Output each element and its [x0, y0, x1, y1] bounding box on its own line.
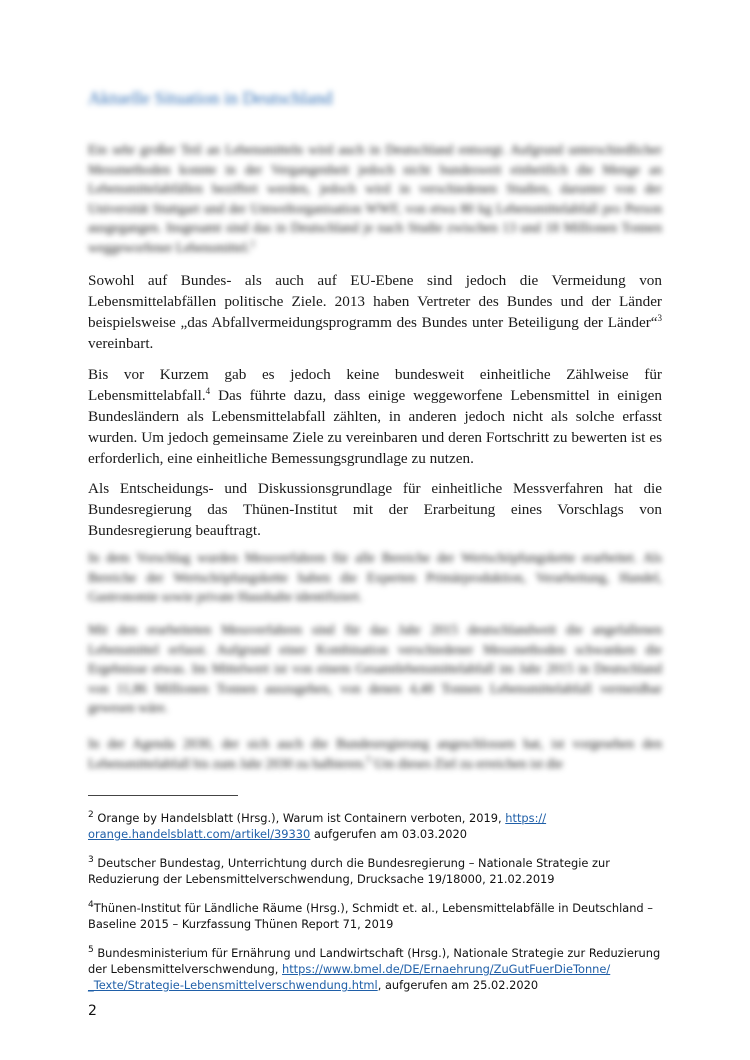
- footnote-ref-4: 4: [205, 385, 211, 396]
- paragraph-thuenen-assignment: Als Entscheidungs- und Diskussionsgrundlage für einheitliche Messverfahren hat die Bundesregierung das Thünen-Institut mit der Erarbeitung eines Vorschlags von Bundesregierung beauftragt.: [88, 480, 662, 539]
- page-number: 2: [88, 1003, 97, 1019]
- blurred-paragraph-intro: Ein sehr großer Teil an Lebensmitteln wird auch in Deutschland entsorgt. Aufgrund unterschiedlicher Messmethoden konnte in der Vergangenheit jedoch nicht bundesweit einheitlich die Menge an Lebensmittelabfällen beziffert werden, jedoch wird in verschiedenen Studien, darunter von der Universität Stuttgart und der Umweltorganisation WWF, von etwa 80 kg Lebensmittelabfall pro Person ausgegangen. Insgesamt sind das in Deutschland je nach Studie zwischen 13 und 18 Millionen Tonnen weggeworfener Lebensmittel.$^2$: [88, 142, 662, 255]
- paragraph-policy-goals: Sowohl auf Bundes- als auch auf EU-Ebene sind jedoch die Vermeidung von Lebensmittelabfällen politische Ziele. 2013 haben Vertreter des Bundes und der Länder beispielsweise „das Abfallvermeidungsprogramm des Bundes unter Beteiligung der Länder“$^3$ vereinbart.: [88, 272, 662, 352]
- blurred-paragraph-agenda: In der Agenda 2030, der sich auch die Bundesregierung angeschlossen hat, ist vorgesehen den Lebensmittelabfall bis zum Jahr 2030 zu halbieren.$^5$ Um dieses Ziel zu erreichen ist die: [88, 736, 662, 771]
- footnote-5-link[interactable]: https://www.bmel.de/DE/Ernaehrung/ZuGutFuerDieTonne/​_Texte/Strategie-Lebensmittelverschwendung.html: [88, 962, 611, 992]
- footnote-2-link[interactable]: https://​orange.handelsblatt.com/artikel/39330: [88, 811, 547, 841]
- blurred-paragraph-results: Mit den erarbeiteten Messverfahren sind für das Jahr 2015 deutschlandweit die angefallenen Lebensmittel erfasst. Aufgrund einer Kombination verschiedener Messmethoden schwanken die Ergebnisse etwas. Im Mittelwert ist von einem Gesamtlebensmittelabfall im Jahr 2015 in Deutschland von 11,86 Millionen Tonnen auszugehen, von denen 4,48 Tonnen Lebensmittelabfall vermeidbar gewesen wäre.: [88, 622, 662, 715]
- paragraph-counting-method: Bis vor Kurzem gab es jedoch keine bundesweit einheitliche Zählweise für Lebensmittelabfall.$^4$ Das führte dazu, dass einige weggeworfene Lebensmittel in einigen Bundesländern als Lebensmittelabfall zählten, in anderen jedoch nicht als solche erfasst wurden. Um jedoch gemeinsame Ziele zu vereinbaren und deren Fortschritt zu bewerten ist es erforderlich, eine einheitliche Bemessungsgrundlage zu nutzen.: [88, 366, 662, 467]
- footnote-4: $^4$Thünen-Institut für Ländliche Räume (Hrsg.), Schmidt et. al., Lebensmittelabfälle in Deutschland – Baseline 2015 – Kurzfassung Thünen Report 71, 2019: [88, 900, 653, 931]
- footnote-2: $^2$ Orange by Handelsblatt (Hrsg.), Warum ist Containern verboten, 2019, https://​orange.handelsblatt.com/artikel/39330 aufgerufen am 03.03.2020: [88, 810, 547, 841]
- section-heading: Aktuelle Situation in Deutschland: [88, 88, 333, 108]
- footnote-5: $^5$ Bundesministerium für Ernährung und Landwirtschaft (Hrsg.), Nationale Strategie zur Reduzierung der Lebensmittelverschwendung, https://www.bmel.de/DE/Ernaehrung/ZuGutFuerDieTonne/​_Texte/Strategie-Lebensmittelverschwendung.html, aufgerufen am 25.02.2020: [88, 945, 661, 992]
- footnote-ref-3: 3: [657, 312, 662, 323]
- blurred-paragraph-proposal: In dem Vorschlag wurden Messverfahren für alle Bereiche der Wertschöpfungskette erarbeitet. Als Bereiche der Wertschöpfungskette haben die Experten Primärproduktion, Verarbeitung, Handel, Gastronomie sowie private Haushalte identifiziert.: [88, 550, 662, 604]
- footnote-3: $^3$ Deutscher Bundestag, Unterrichtung durch die Bundesregierung – Nationale Strategie zur Reduzierung der Lebensmittelverschwendung, Drucksache 19/18000, 21.02.2019: [88, 855, 610, 886]
- footnote-separator: [88, 795, 238, 796]
